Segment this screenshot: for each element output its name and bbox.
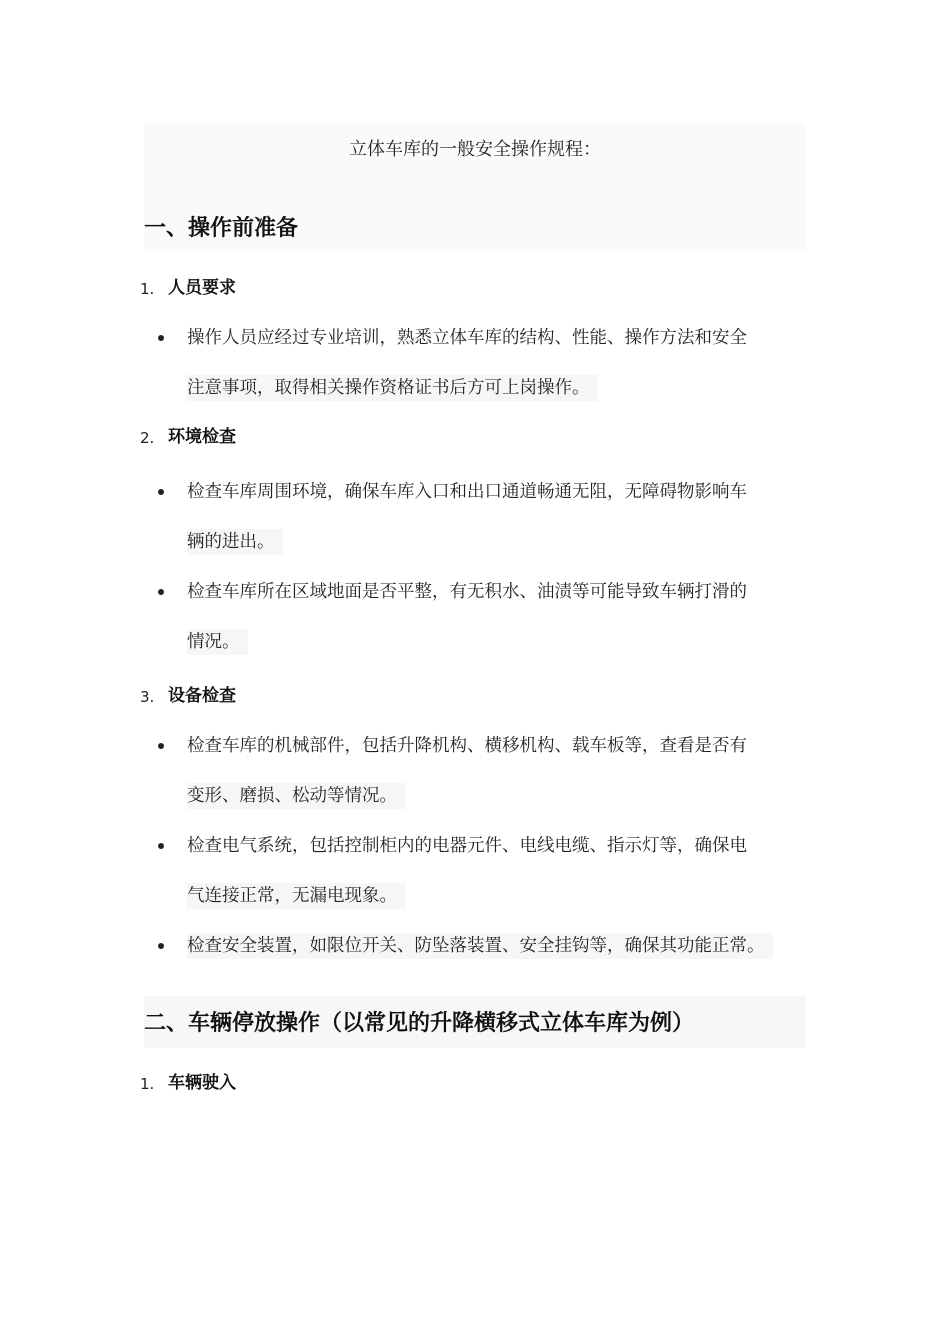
bullet-dot [158, 843, 164, 849]
item-number: 3. [140, 688, 155, 706]
item-number: 1. [140, 1075, 155, 1093]
section-heading-1: 一、操作前准备 [144, 216, 299, 241]
bullet-line: 检查安全装置，如限位开关、防坠落装置、安全挂钩等，确保其功能正常。 [187, 933, 773, 959]
bullet-line: 操作人员应经过专业培训，熟悉立体车库的结构、性能、操作方法和安全 [187, 328, 747, 348]
section-heading-2: 二、车辆停放操作（以常见的升降横移式立体车库为例） [144, 1011, 695, 1036]
document-title: 立体车库的一般安全操作规程： [349, 139, 601, 160]
bullet-line: 检查车库所在区域地面是否平整，有无积水、油渍等可能导致车辆打滑的 [187, 582, 747, 602]
item-title: 人员要求 [168, 278, 236, 298]
bullet-dot [158, 335, 164, 341]
bullet-line: 检查电气系统，包括控制柜内的电器元件、电线电缆、指示灯等，确保电 [187, 836, 747, 856]
bullet-dot [158, 489, 164, 495]
item-title: 车辆驶入 [168, 1073, 236, 1093]
bullet-dot [158, 943, 164, 949]
item-number: 1. [140, 280, 155, 298]
item-title: 环境检查 [168, 427, 236, 447]
bullet-line: 检查车库周围环境，确保车库入口和出口通道畅通无阻，无障碍物影响车 [187, 482, 747, 502]
item-title: 设备检查 [168, 686, 236, 706]
bullet-line: 变形、磨损、松动等情况。 [187, 783, 405, 809]
item-number: 2. [140, 429, 155, 447]
bullet-line: 气连接正常，无漏电现象。 [187, 883, 405, 909]
bullet-dot [158, 743, 164, 749]
bullet-dot [158, 589, 164, 595]
bullet-line: 注意事项，取得相关操作资格证书后方可上岗操作。 [187, 375, 598, 401]
bullet-line: 情况。 [187, 629, 248, 655]
bullet-line: 辆的进出。 [187, 529, 283, 555]
bullet-line: 检查车库的机械部件，包括升降机构、横移机构、载车板等，查看是否有 [187, 736, 747, 756]
